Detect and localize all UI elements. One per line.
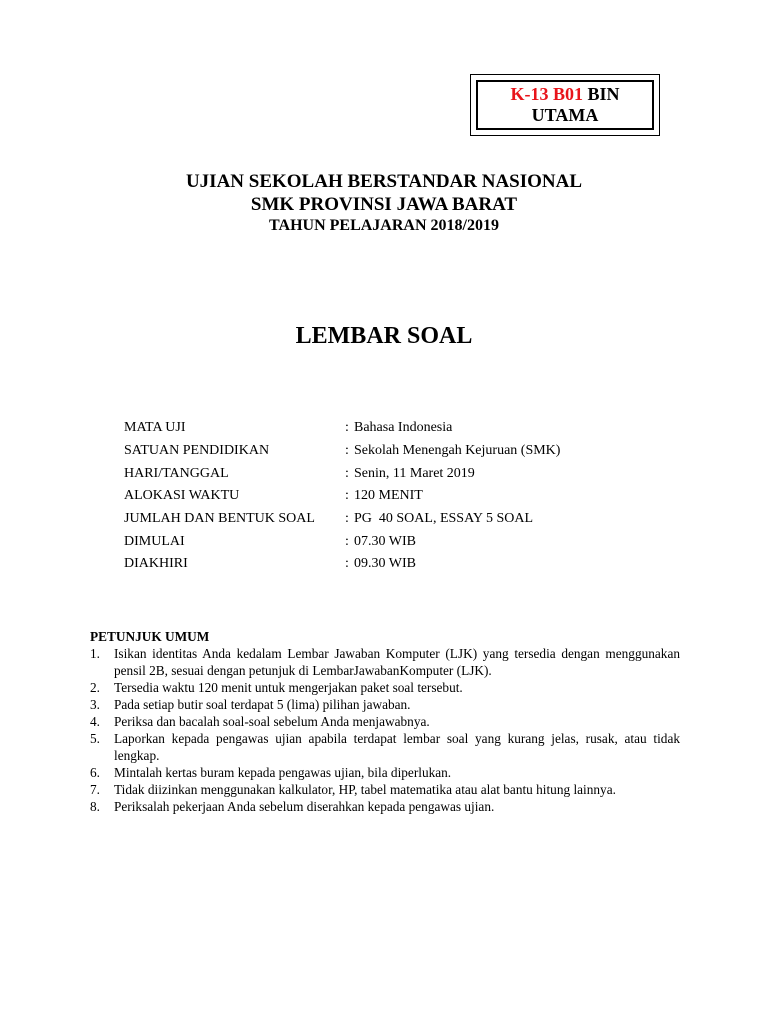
info-value: Bahasa Indonesia [354, 420, 453, 436]
instruction-number: 1. [90, 646, 100, 661]
info-row [124, 417, 684, 440]
instruction-number: 4. [90, 714, 100, 729]
instruction-number: 8. [90, 799, 100, 814]
exam-info-table [124, 417, 684, 576]
info-colon: : [345, 533, 349, 549]
exam-code-suffix: BIN [587, 84, 620, 104]
exam-code: K-13 B01 [510, 84, 583, 104]
info-label: JUMLAH DAN BENTUK SOAL [124, 511, 315, 527]
exam-code-line2: UTAMA [531, 105, 599, 125]
instruction-item [90, 696, 680, 713]
info-colon: : [345, 443, 349, 459]
info-value: 09.30 WIB [354, 556, 416, 572]
info-value: 120 MENIT [354, 488, 423, 504]
info-row [124, 462, 684, 485]
info-value: Senin, 11 Maret 2019 [354, 465, 475, 481]
info-row [124, 508, 684, 531]
info-value: 07.30 WIB [354, 533, 416, 549]
info-row [124, 530, 684, 553]
general-instructions [90, 628, 680, 815]
header-line-1: UJIAN SEKOLAH BERSTANDAR NASIONAL [185, 171, 583, 192]
info-colon: : [345, 511, 349, 527]
instruction-text: Laporkan kepada pengawas ujian apabila terdapat lembar soal yang kurang jelas, rusak, atau tidak lengkap. [114, 731, 680, 763]
instruction-number: 6. [90, 765, 100, 780]
instruction-text: Isikan identitas Anda kedalam Lembar Jawaban Komputer (LJK) yang tersedia dengan menggunakan pensil 2B, sesuai dengan petunjuk di LembarJawabanKomputer (LJK). [114, 646, 680, 678]
info-label: HARI/TANGGAL [124, 465, 229, 481]
info-value: PG 40 SOAL, ESSAY 5 SOAL [354, 511, 534, 527]
info-row [124, 485, 684, 508]
instruction-text: Pada setiap butir soal terdapat 5 (lima) pilihan jawaban. [114, 697, 411, 712]
exam-code-inner [476, 80, 654, 130]
instruction-number: 5. [90, 731, 100, 746]
info-label: ALOKASI WAKTU [124, 488, 240, 504]
header-line-2: SMK PROVINSI JAWA BARAT [250, 194, 518, 215]
exam-code-box [470, 74, 660, 136]
instruction-item [90, 679, 680, 696]
instruction-number: 2. [90, 680, 100, 695]
instruction-number: 3. [90, 697, 100, 712]
info-row [124, 440, 684, 463]
document-header [0, 171, 768, 236]
instruction-item [90, 798, 680, 815]
instruction-item [90, 645, 680, 679]
instruction-text: Mintalah kertas buram kepada pengawas ujian, bila diperlukan. [114, 765, 452, 780]
info-row [124, 553, 684, 576]
info-colon: : [345, 420, 349, 436]
instructions-list [90, 645, 680, 815]
instruction-item [90, 764, 680, 781]
instruction-text: Periksalah pekerjaan Anda sebelum diserahkan kepada pengawas ujian. [114, 799, 495, 814]
instruction-text: Periksa dan bacalah soal-soal sebelum Anda menjawabnya. [114, 714, 430, 729]
info-colon: : [345, 488, 349, 504]
instruction-number: 7. [90, 782, 100, 797]
info-label: SATUAN PENDIDIKAN [124, 443, 270, 459]
info-label: DIAKHIRI [124, 556, 188, 572]
exam-code-line1 [510, 84, 619, 105]
instruction-item [90, 713, 680, 730]
info-label: MATA UJI [124, 420, 186, 436]
instruction-text: Tidak diizinkan menggunakan kalkulator, HP, tabel matematika atau alat bantu hitung lainnya. [114, 782, 616, 797]
instruction-item [90, 730, 680, 764]
instructions-title: PETUNJUK UMUM [90, 629, 210, 644]
info-colon: : [345, 465, 349, 481]
instruction-text: Tersedia waktu 120 menit untuk mengerjakan paket soal tersebut. [114, 680, 463, 695]
info-value: Sekolah Menengah Kejuruan (SMK) [354, 443, 561, 459]
instruction-item [90, 781, 680, 798]
document-title: LEMBAR SOAL [295, 323, 473, 349]
header-line-3: TAHUN PELAJARAN 2018/2019 [269, 217, 499, 234]
info-label: DIMULAI [124, 533, 185, 549]
info-colon: : [345, 556, 349, 572]
